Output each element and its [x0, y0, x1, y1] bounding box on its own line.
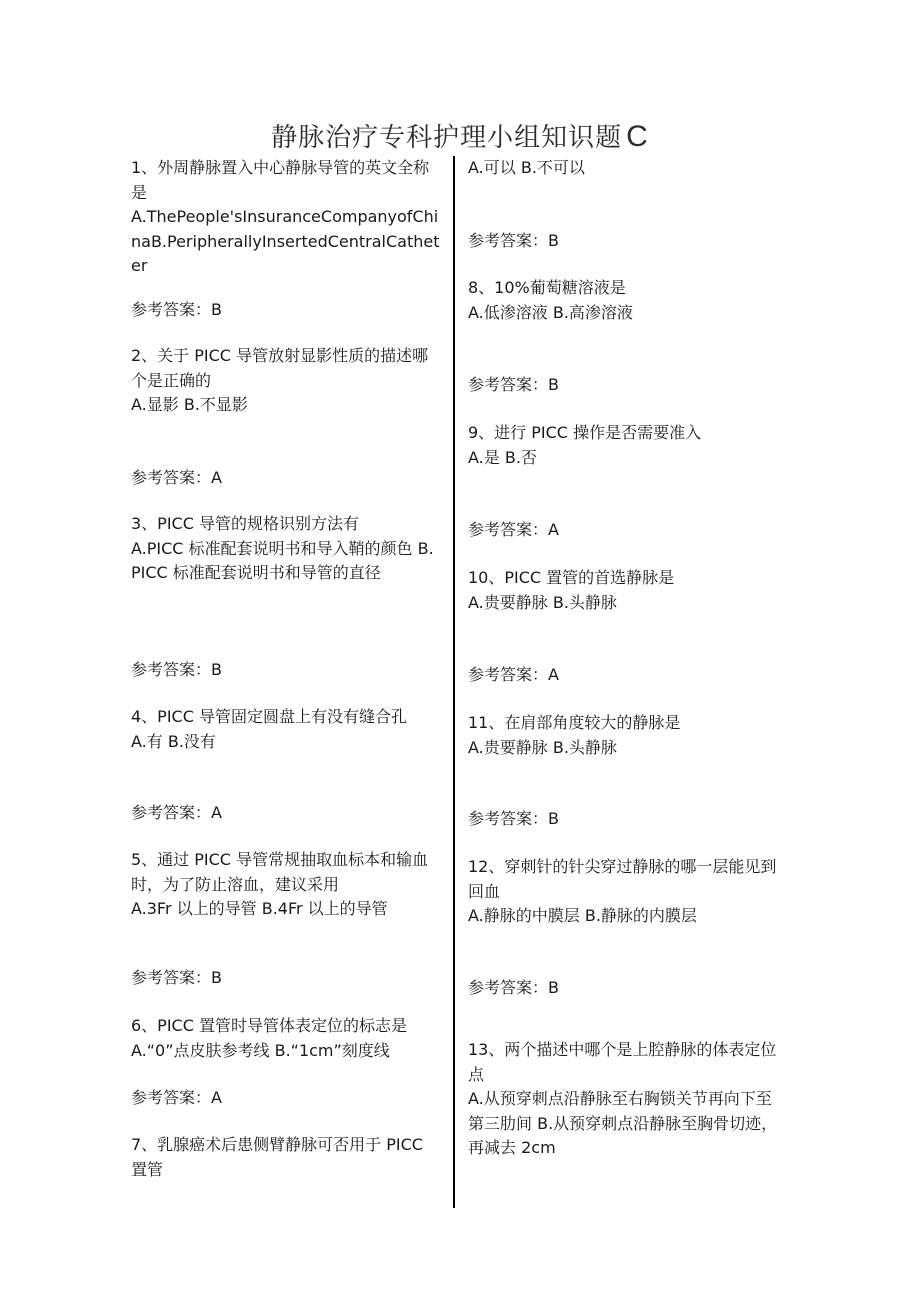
question-item — [131, 156, 441, 279]
question-options: A.贵要静脉 B.头静脉 — [468, 592, 617, 612]
question-item — [131, 848, 441, 922]
title-text: 静脉治疗专科护理小组知识题 — [271, 123, 623, 153]
question-item — [468, 855, 780, 929]
question-text: 13、两个描述中哪个是上腔静脉的体表定位点 — [468, 1040, 777, 1084]
question-options: A.PICC 标准配套说明书和导入鞘的颜色 B.PICC 标准配套说明书和导管的直径 — [131, 538, 434, 582]
question-options: A.静脉的中膜层 B.静脉的内膜层 — [468, 906, 697, 925]
title-suffix: C — [626, 120, 649, 153]
question-options: A.可以 B.不可以 — [468, 158, 585, 177]
question-text: 12、穿刺针的针尖穿过静脉的哪一层能见到回血 — [468, 857, 777, 901]
answer-text: 参考答案：B — [468, 809, 559, 828]
question-options: A.从预穿刺点沿静脉至右胸锁关节再向下至第三肋间 B.从预穿刺点沿静脉至胸骨切迹，再减去 2cm — [468, 1089, 778, 1157]
question-item — [131, 1014, 441, 1063]
question-item — [131, 1133, 441, 1182]
answer-text: 参考答案：B — [131, 968, 222, 987]
question-item — [468, 156, 780, 181]
answer-text: 参考答案：A — [131, 468, 222, 487]
question-options: A.是 B.否 — [468, 447, 537, 467]
question-text: 8、10%葡萄糖溶液是 — [468, 278, 626, 297]
question-options: A.“0”点皮肤参考线 B.“1cm”刻度线 — [131, 1040, 390, 1060]
question-options: A.贵要静脉 B.头静脉 — [468, 737, 617, 757]
question-options: A.ThePeople'sInsuranceCompanyofChinaB.PeripherallyInsertedCentralCatheter — [131, 207, 440, 275]
answer-text: 参考答案：A — [468, 665, 559, 684]
question-item — [468, 1038, 780, 1161]
question-text: 10、PICC 置管的首选静脉是 — [468, 568, 675, 587]
column-divider — [453, 156, 455, 1208]
question-item — [131, 344, 441, 418]
question-text: 2、关于 PICC 导管放射显影性质的描述哪个是正确的 — [131, 346, 429, 390]
question-item — [131, 512, 441, 586]
question-text: 7、乳腺癌术后患侧臂静脉可否用于 PICC 置管 — [131, 1135, 423, 1179]
answer-text: 参考答案：B — [131, 660, 222, 679]
page-title — [0, 118, 920, 157]
question-options: A.显影 B.不显影 — [131, 395, 248, 414]
question-text: 3、PICC 导管的规格识别方法有 — [131, 514, 359, 533]
question-item — [468, 711, 780, 760]
answer-text: 参考答案：A — [131, 803, 222, 822]
question-text: 6、PICC 置管时导管体表定位的标志是 — [131, 1016, 407, 1035]
question-item — [131, 705, 441, 754]
question-options: A.有 B.没有 — [131, 731, 216, 751]
question-text: 1、外周静脉置入中心静脉导管的英文全称是 — [131, 158, 430, 202]
answer-text: 参考答案：B — [468, 978, 559, 997]
question-options: A.低渗溶液 B.高渗溶液 — [468, 302, 633, 322]
answer-text: 参考答案：B — [468, 231, 559, 250]
question-text: 9、进行 PICC 操作是否需要准入 — [468, 423, 702, 442]
answer-text: 参考答案：A — [468, 520, 559, 539]
answer-text: 参考答案：B — [468, 375, 559, 394]
question-item — [468, 276, 780, 325]
question-text: 11、在肩部角度较大的静脉是 — [468, 713, 681, 732]
question-text: 4、PICC 导管固定圆盘上有没有缝合孔 — [131, 707, 407, 726]
question-item — [468, 421, 780, 470]
answer-text: 参考答案：A — [131, 1088, 222, 1107]
question-options: A.3Fr 以上的导管 B.4Fr 以上的导管 — [131, 899, 388, 918]
question-text: 5、通过 PICC 导管常规抽取血标本和输血时，为了防止溶血，建议采用 — [131, 850, 429, 894]
answer-text: 参考答案：B — [131, 300, 222, 319]
question-item — [468, 566, 780, 615]
